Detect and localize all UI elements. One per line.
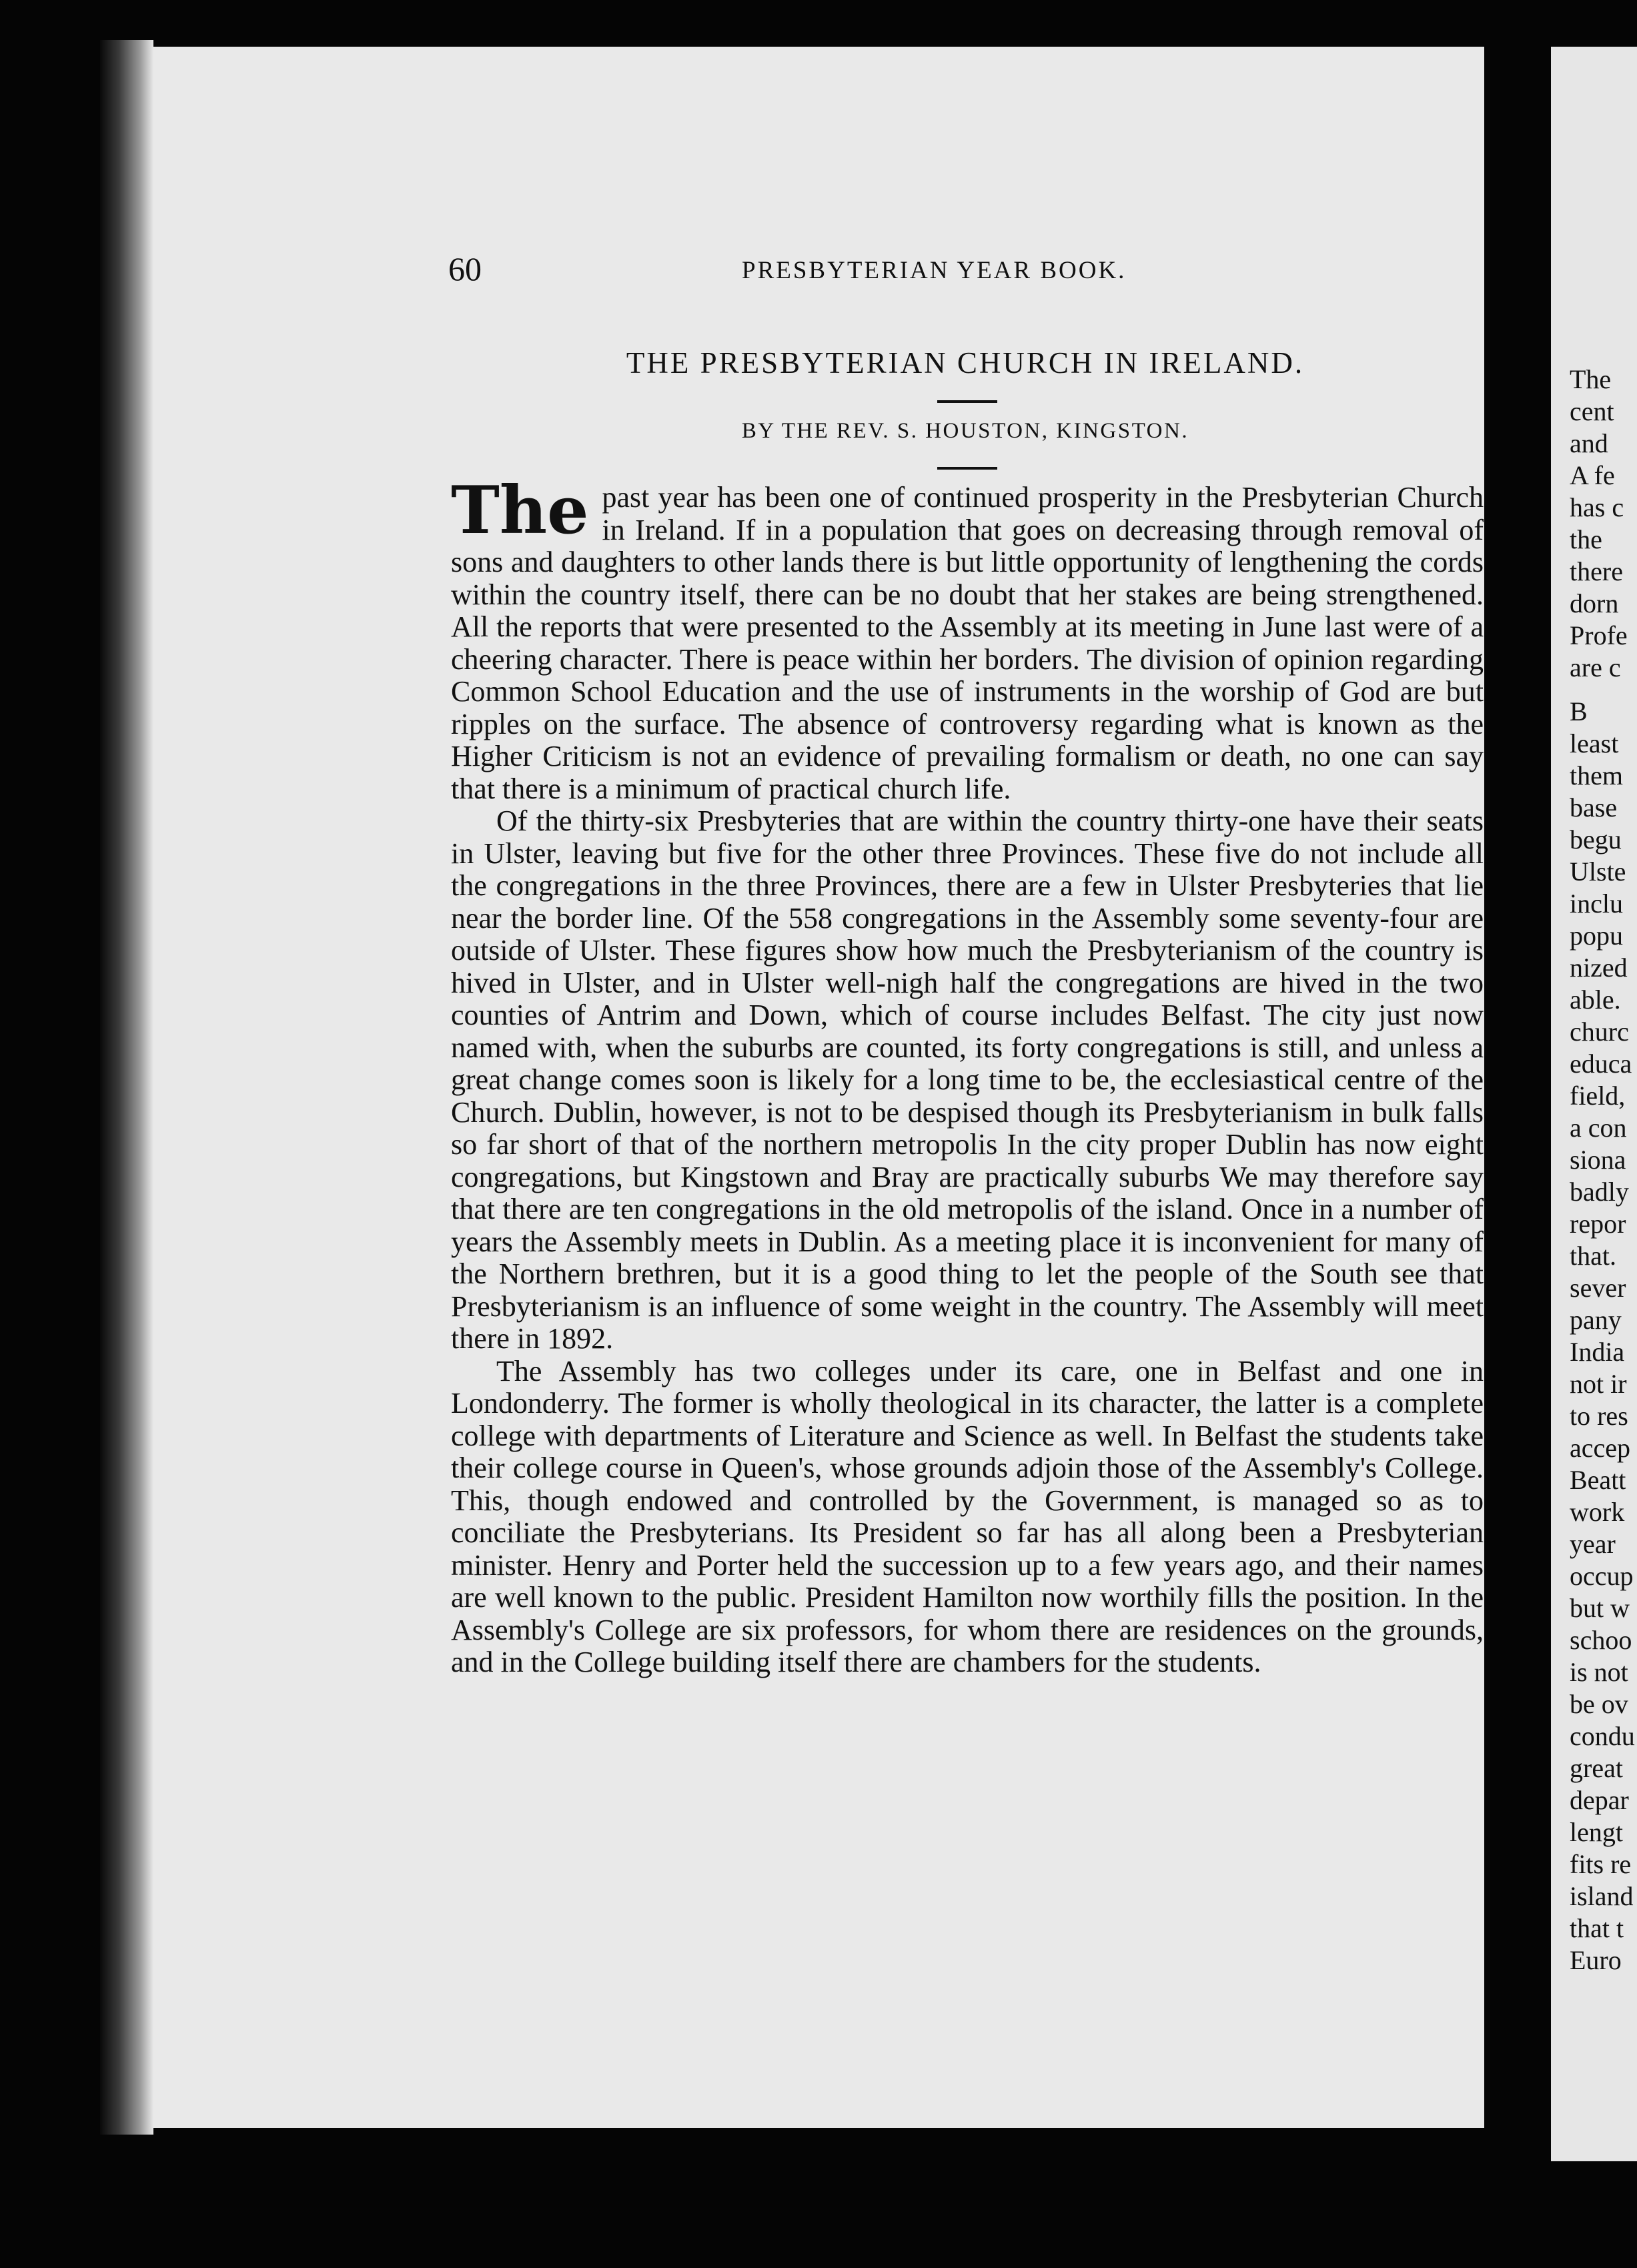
facing-page-line: to res [1570, 1401, 1628, 1431]
facing-page-line: Beatt [1570, 1465, 1626, 1495]
page-number: 60 [448, 250, 482, 288]
facing-page-line: churc [1570, 1017, 1629, 1047]
facing-page-line: are c [1570, 652, 1621, 682]
facing-page-line: there [1570, 556, 1623, 586]
facing-page-line: badly [1570, 1177, 1629, 1207]
facing-page-line: able. [1570, 985, 1621, 1015]
facing-page-line: but w [1570, 1593, 1630, 1623]
facing-page-line: that t [1570, 1913, 1624, 1943]
facing-page-line: them [1570, 760, 1623, 790]
facing-page-line: The [1570, 364, 1612, 394]
paragraph-1 [451, 472, 1484, 805]
facing-page-line: great [1570, 1753, 1623, 1783]
facing-page-line: occup [1570, 1561, 1634, 1591]
facing-page-line: not ir [1570, 1369, 1627, 1399]
facing-page-line: is not [1570, 1657, 1628, 1687]
facing-page-line: nized [1570, 953, 1628, 983]
paragraph-1-text: past year has been one of continued prosperity in the Presbyterian Church in Ireland. If in a population that goes on decreasing through removal of sons and daughters to other lands there is but little opportunity of lengthening the cords within the country itself, there can be no doubt that her stakes are being strengthened. All the reports that were presented to the Assembly at its meeting in June last were of a cheering character. There is peace within her borders. The division of opinion regarding Common School Education and the use of instruments in the worship of God are but ripples on the surface. The absence of controversy regarding what is known as the Higher Criticism is not an evidence of prevailing formalism or death, no one can say that there is a minimum of practical church life. [451, 481, 1484, 805]
facing-page-line: sever [1570, 1273, 1626, 1303]
facing-page-line: a con [1570, 1113, 1627, 1143]
facing-page-line: least [1570, 728, 1619, 758]
facing-page-line: be ov [1570, 1689, 1628, 1719]
facing-page-line: inclu [1570, 889, 1623, 919]
paragraph-2: Of the thirty-six Presbyteries that are within the country thirty-one have their seats in Ulster, leaving but five for the other three Provinces. These five do not include all the congregations in the three Provinces, there are a few in Ulster Presbyteries that lie near the border line. Of the 558 congregations in the Assembly some seventy-four are outside of Ulster. These figures show how much the Presbyterianism of the country is hived in Ulster, and in Ulster well-nigh half the congregations are hived in the two counties of Antrim and Down, which of course includes Belfast. The city just now named with, when the suburbs are counted, its forty congregations is still, and unless a great change comes soon is likely for a long time to be, the ecclesiastical centre of the Church. Dublin, however, is not to be despised though its Presbyterianism in bulk falls so far short of that of the northern metropolis In the city proper Dublin has now eight congregations, but Kingstown and Bray are practically suburbs We may therefore say that there are ten congregations in the old metropolis of the island. Once in a number of years the Assembly meets in Dublin. As a meeting place it is inconvenient for many of the Northern brethren, but it is a good thing to let the people of the South see that Presbyterianism is an influence of some weight in the country. The Assembly will meet there in 1892. [451, 804, 1484, 1355]
facing-page-line: siona [1570, 1145, 1626, 1175]
facing-page-line: A fe [1570, 460, 1615, 490]
facing-page-line: dorn [1570, 588, 1619, 618]
article-title: THE PRESBYTERIAN CHURCH IN IRELAND. [626, 346, 1305, 380]
facing-page-line: begu [1570, 824, 1622, 855]
page-gutter-shadow [100, 40, 153, 2135]
facing-page-line: condu [1570, 1721, 1635, 1751]
facing-page-line: popu [1570, 921, 1623, 951]
facing-page-line: year [1570, 1529, 1616, 1559]
facing-page-line: B [1570, 696, 1588, 726]
facing-page-line: that. [1570, 1241, 1616, 1271]
byline-rule [937, 467, 997, 470]
facing-page-line: pany [1570, 1305, 1622, 1335]
article-body [451, 472, 1484, 1679]
facing-page-line: field, [1570, 1081, 1626, 1111]
facing-page-line: Profe [1570, 620, 1628, 650]
facing-page-line: the [1570, 524, 1602, 554]
running-head [448, 249, 1202, 290]
facing-page-line: educa [1570, 1049, 1632, 1079]
drop-cap: The [451, 472, 589, 549]
facing-page-line: island [1570, 1881, 1634, 1911]
facing-page-line: Euro [1570, 1945, 1622, 1975]
facing-page-line: fits re [1570, 1849, 1632, 1879]
paragraph-3: The Assembly has two colleges under its care, one in Belfast and one in Londonderry. The former is wholly theological in its character, the latter is a complete college with departments of Literature and Science as well. In Belfast the students take their college course in Queen's, whose grounds adjoin those of the Assembly's College. This, though endowed and controlled by the Government, is managed so as to conciliate the Presbyterians. Its President so far has all along been a Presbyterian minister. Henry and Porter held the succession up to a few years ago, and their names are well known to the public. President Hamilton now worthily fills the position. In the Assembly's College are six professors, for whom there are residences on the grounds, and in the College building itself there are chambers for the students. [451, 1354, 1484, 1678]
facing-page-line: schoo [1570, 1625, 1632, 1655]
facing-page-line: cent [1570, 396, 1614, 426]
byline: BY THE REV. S. HOUSTON, KINGSTON. [741, 419, 1189, 443]
facing-page-line: lengt [1570, 1817, 1623, 1847]
title-rule [937, 400, 997, 403]
facing-page-line: base [1570, 792, 1618, 822]
facing-page-line: and [1570, 428, 1608, 458]
facing-page-line: India [1570, 1337, 1625, 1367]
facing-page-line: repor [1570, 1209, 1626, 1239]
facing-page-line: work [1570, 1497, 1625, 1527]
facing-page-line: accep [1570, 1433, 1631, 1463]
running-title: PRESBYTERIAN YEAR BOOK. [742, 257, 1127, 284]
facing-page-line: has c [1570, 492, 1624, 522]
facing-page-line: Ulste [1570, 857, 1626, 887]
facing-page-text-fragment [1570, 364, 1637, 1976]
facing-page-line: depar [1570, 1785, 1629, 1815]
